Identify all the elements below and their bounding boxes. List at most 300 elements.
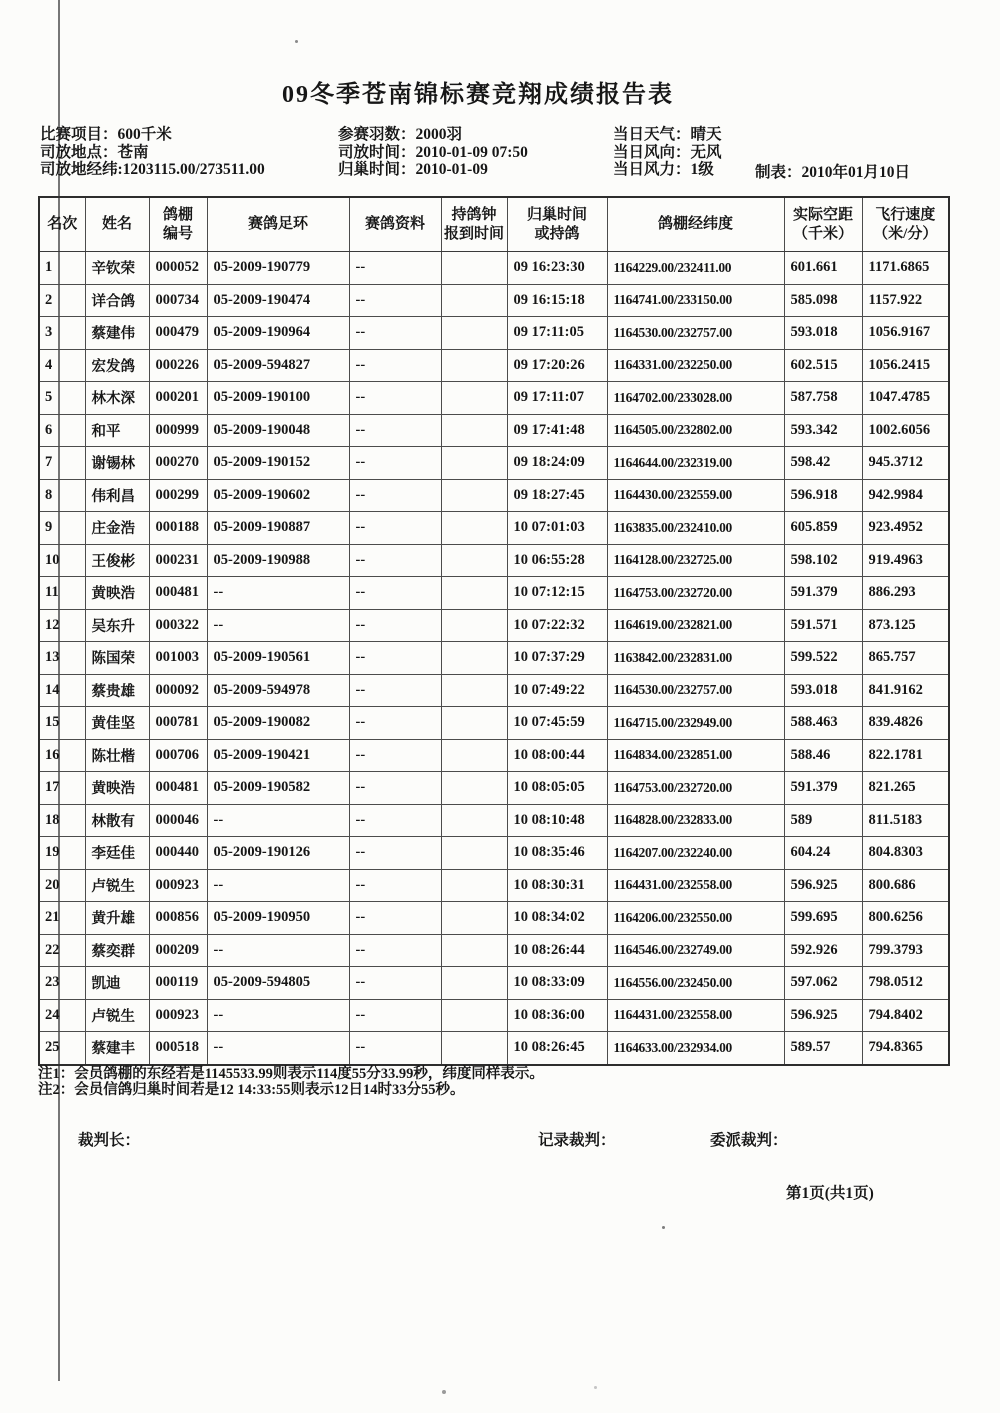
rank-cell: 7	[39, 447, 85, 480]
loft-coordinates-cell: 1163842.00/232831.00	[607, 642, 784, 675]
footnote-2: 注2：会员信鸽归巢时间若是12 14:33:55则表示12日14时33分55秒。	[38, 1082, 465, 1098]
ring-number-cell: --	[207, 577, 349, 610]
loft-coordinates-cell: 1164619.00/232821.00	[607, 609, 784, 642]
speed-cell: 804.8303	[862, 837, 949, 870]
return-time-cell: 10 06:55:28	[507, 544, 607, 577]
clock-report-time-cell	[441, 674, 507, 707]
ring-number-cell: 05-2009-190100	[207, 382, 349, 415]
distance-km-cell: 596.925	[784, 869, 862, 902]
clock-report-time-cell	[441, 1032, 507, 1065]
return-time-cell: 09 17:11:05	[507, 317, 607, 350]
rank-cell: 2	[39, 284, 85, 317]
loft-coordinates-cell: 1164556.00/232450.00	[607, 967, 784, 1000]
pigeon-data-cell: --	[349, 447, 441, 480]
results-body	[39, 252, 949, 1065]
loft-coordinates-cell: 1164702.00/233028.00	[607, 382, 784, 415]
distance-km-cell: 605.859	[784, 512, 862, 545]
table-row	[39, 252, 949, 285]
loft-coordinates-cell: 1164128.00/232725.00	[607, 544, 784, 577]
speed-cell: 841.9162	[862, 674, 949, 707]
loft-number-cell: 000046	[149, 804, 207, 837]
clock-report-time-cell	[441, 772, 507, 805]
return-time-cell: 09 18:24:09	[507, 447, 607, 480]
return-time-cell: 10 08:36:00	[507, 999, 607, 1032]
ring-number-cell: 05-2009-190474	[207, 284, 349, 317]
ring-number-cell: 05-2009-190779	[207, 252, 349, 285]
ring-number-cell: 05-2009-594805	[207, 967, 349, 1000]
return-time-cell: 10 07:45:59	[507, 707, 607, 740]
loft-coordinates-cell: 1164505.00/232802.00	[607, 414, 784, 447]
ring-number-cell: --	[207, 999, 349, 1032]
distance-km-cell: 598.42	[784, 447, 862, 480]
footnote-1: 注1：会员鸽棚的东经若是1145533.99则表示114度55分33.99秒，纬度同样表示。	[38, 1066, 544, 1082]
speed-cell: 798.0512	[862, 967, 949, 1000]
table-row	[39, 837, 949, 870]
loft-coordinates-cell: 1164431.00/232558.00	[607, 869, 784, 902]
table-row	[39, 609, 949, 642]
name-cell: 辛钦荣	[85, 252, 149, 285]
ring-number-cell: 05-2009-190561	[207, 642, 349, 675]
loft-coordinates-cell: 1164834.00/232851.00	[607, 739, 784, 772]
speed-cell: 873.125	[862, 609, 949, 642]
distance-km-cell: 593.018	[784, 674, 862, 707]
return-time-cell: 10 08:30:31	[507, 869, 607, 902]
pigeon-data-cell: --	[349, 707, 441, 740]
rank-cell: 19	[39, 837, 85, 870]
column-header: 鸽棚 编号	[149, 197, 207, 252]
clock-report-time-cell	[441, 479, 507, 512]
name-cell: 蔡贵雄	[85, 674, 149, 707]
pigeon-data-cell: --	[349, 317, 441, 350]
ring-number-cell: 05-2009-190582	[207, 772, 349, 805]
distance-km-cell: 591.379	[784, 577, 862, 610]
return-time-cell: 10 07:01:03	[507, 512, 607, 545]
loft-number-cell: 000270	[149, 447, 207, 480]
rank-cell: 18	[39, 804, 85, 837]
loft-coordinates-cell: 1164206.00/232550.00	[607, 902, 784, 935]
pigeon-data-cell: --	[349, 512, 441, 545]
speed-cell: 794.8402	[862, 999, 949, 1032]
race-info-right	[613, 126, 722, 179]
loft-number-cell: 000781	[149, 707, 207, 740]
rank-cell: 14	[39, 674, 85, 707]
loft-number-cell: 000479	[149, 317, 207, 350]
speed-cell: 1047.4785	[862, 382, 949, 415]
ring-number-cell: --	[207, 934, 349, 967]
name-cell: 伟利昌	[85, 479, 149, 512]
loft-coordinates-cell: 1163835.00/232410.00	[607, 512, 784, 545]
ring-number-cell: 05-2009-190048	[207, 414, 349, 447]
rank-cell: 8	[39, 479, 85, 512]
return-time-cell: 10 08:00:44	[507, 739, 607, 772]
pigeon-data-cell: --	[349, 1032, 441, 1065]
pigeon-data-cell: --	[349, 284, 441, 317]
pigeon-data-cell: --	[349, 609, 441, 642]
clock-report-time-cell	[441, 447, 507, 480]
clock-report-time-cell	[441, 967, 507, 1000]
loft-coordinates-cell: 1164530.00/232757.00	[607, 674, 784, 707]
results-table	[38, 196, 950, 1066]
page-number: 第1页(共1页)	[786, 1185, 874, 1202]
ring-number-cell: 05-2009-190887	[207, 512, 349, 545]
speed-cell: 800.6256	[862, 902, 949, 935]
column-header: 持鸽钟 报到时间	[441, 197, 507, 252]
speed-cell: 811.5183	[862, 804, 949, 837]
loft-number-cell: 000322	[149, 609, 207, 642]
name-cell: 宏发鸽	[85, 349, 149, 382]
distance-km-cell: 588.463	[784, 707, 862, 740]
signature-appointed-referee: 委派裁判：	[710, 1132, 788, 1149]
loft-number-cell: 000518	[149, 1032, 207, 1065]
loft-number-cell: 000999	[149, 414, 207, 447]
loft-coordinates-cell: 1164828.00/232833.00	[607, 804, 784, 837]
loft-number-cell: 000923	[149, 869, 207, 902]
loft-number-cell: 000734	[149, 284, 207, 317]
rank-cell: 11	[39, 577, 85, 610]
speed-cell: 799.3793	[862, 934, 949, 967]
distance-km-cell: 592.926	[784, 934, 862, 967]
distance-km-cell: 588.46	[784, 739, 862, 772]
wind-force: 当日风力：1级	[613, 161, 714, 178]
return-time-cell: 10 08:35:46	[507, 837, 607, 870]
return-time-cell: 10 08:10:48	[507, 804, 607, 837]
signature-chief-referee: 裁判长：	[78, 1132, 141, 1149]
name-cell: 陈国荣	[85, 642, 149, 675]
name-cell: 谢锡林	[85, 447, 149, 480]
loft-coordinates-cell: 1164331.00/232250.00	[607, 349, 784, 382]
name-cell: 蔡建伟	[85, 317, 149, 350]
pigeon-data-cell: --	[349, 674, 441, 707]
rank-cell: 22	[39, 934, 85, 967]
table-row	[39, 317, 949, 350]
name-cell: 王俊彬	[85, 544, 149, 577]
speed-cell: 1002.6056	[862, 414, 949, 447]
loft-coordinates-cell: 1164753.00/232720.00	[607, 772, 784, 805]
loft-number-cell: 000119	[149, 967, 207, 1000]
loft-number-cell: 000440	[149, 837, 207, 870]
rank-cell: 1	[39, 252, 85, 285]
rank-cell: 25	[39, 1032, 85, 1065]
pigeon-data-cell: --	[349, 349, 441, 382]
loft-number-cell: 000188	[149, 512, 207, 545]
column-header: 飞行速度 （米/分）	[862, 197, 949, 252]
release-location: 司放地点：苍南	[40, 143, 149, 161]
speed-cell: 1157.922	[862, 284, 949, 317]
results-header	[39, 197, 949, 252]
rank-cell: 3	[39, 317, 85, 350]
table-row	[39, 739, 949, 772]
ring-number-cell: 05-2009-594827	[207, 349, 349, 382]
distance-km-cell: 589.57	[784, 1032, 862, 1065]
loft-coordinates-cell: 1164207.00/232240.00	[607, 837, 784, 870]
table-row	[39, 642, 949, 675]
table-row	[39, 999, 949, 1032]
table-row	[39, 349, 949, 382]
wind-direction: 当日风向：无风	[613, 143, 722, 161]
pigeon-data-cell: --	[349, 382, 441, 415]
ring-number-cell: --	[207, 869, 349, 902]
name-cell: 凯迪	[85, 967, 149, 1000]
rank-cell: 21	[39, 902, 85, 935]
scan-speck	[295, 40, 298, 43]
pigeon-data-cell: --	[349, 479, 441, 512]
name-cell: 李廷佳	[85, 837, 149, 870]
distance-km-cell: 599.522	[784, 642, 862, 675]
clock-report-time-cell	[441, 902, 507, 935]
return-time-cell: 09 16:23:30	[507, 252, 607, 285]
return-time-cell: 09 17:41:48	[507, 414, 607, 447]
pigeon-data-cell: --	[349, 804, 441, 837]
pigeon-data-cell: --	[349, 999, 441, 1032]
speed-cell: 794.8365	[862, 1032, 949, 1065]
loft-number-cell: 000299	[149, 479, 207, 512]
clock-report-time-cell	[441, 512, 507, 545]
clock-report-time-cell	[441, 382, 507, 415]
table-row	[39, 1032, 949, 1065]
return-time-cell: 10 07:49:22	[507, 674, 607, 707]
pigeon-data-cell: --	[349, 934, 441, 967]
clock-report-time-cell	[441, 284, 507, 317]
loft-coordinates-cell: 1164741.00/233150.00	[607, 284, 784, 317]
name-cell: 黄升雄	[85, 902, 149, 935]
loft-number-cell: 000706	[149, 739, 207, 772]
speed-cell: 942.9984	[862, 479, 949, 512]
column-header: 姓名	[85, 197, 149, 252]
name-cell: 详合鸽	[85, 284, 149, 317]
return-time-cell: 10 07:12:15	[507, 577, 607, 610]
loft-coordinates-cell: 1164546.00/232749.00	[607, 934, 784, 967]
name-cell: 林木深	[85, 382, 149, 415]
distance-km-cell: 593.342	[784, 414, 862, 447]
table-row	[39, 674, 949, 707]
scan-speck	[442, 1390, 446, 1394]
ring-number-cell: 05-2009-190950	[207, 902, 349, 935]
loft-coordinates-cell: 1164430.00/232559.00	[607, 479, 784, 512]
clock-report-time-cell	[441, 837, 507, 870]
clock-report-time-cell	[441, 544, 507, 577]
clock-report-time-cell	[441, 804, 507, 837]
signature-record-referee: 记录裁判：	[538, 1132, 616, 1149]
ring-number-cell: 05-2009-190082	[207, 707, 349, 740]
loft-number-cell: 000856	[149, 902, 207, 935]
column-header: 鸽棚经纬度	[607, 197, 784, 252]
loft-coordinates-cell: 1164633.00/232934.00	[607, 1032, 784, 1065]
table-row	[39, 284, 949, 317]
table-row	[39, 479, 949, 512]
clock-report-time-cell	[441, 869, 507, 902]
loft-number-cell: 000481	[149, 772, 207, 805]
column-header: 实际空距 （千米）	[784, 197, 862, 252]
release-time: 司放时间：2010-01-09 07:50	[338, 143, 528, 161]
pigeon-data-cell: --	[349, 642, 441, 675]
return-time-cell: 09 16:15:18	[507, 284, 607, 317]
distance-km-cell: 599.695	[784, 902, 862, 935]
loft-number-cell: 000052	[149, 252, 207, 285]
race-event: 比赛项目：600千米	[40, 126, 172, 143]
column-header: 归巢时间 或持鸽	[507, 197, 607, 252]
clock-report-time-cell	[441, 252, 507, 285]
scan-speck	[594, 1386, 597, 1389]
table-row	[39, 414, 949, 447]
clock-report-time-cell	[441, 317, 507, 350]
clock-report-time-cell	[441, 609, 507, 642]
ring-number-cell: 05-2009-594978	[207, 674, 349, 707]
rank-cell: 4	[39, 349, 85, 382]
name-cell: 黄映浩	[85, 772, 149, 805]
footnotes	[38, 1066, 544, 1098]
report-title: 09冬季苍南锦标赛竞翔成绩报告表	[282, 82, 674, 108]
entered-pigeons: 参赛羽数：2000羽	[338, 126, 463, 143]
rank-cell: 5	[39, 382, 85, 415]
speed-cell: 800.686	[862, 869, 949, 902]
speed-cell: 945.3712	[862, 447, 949, 480]
distance-km-cell: 591.571	[784, 609, 862, 642]
clock-report-time-cell	[441, 414, 507, 447]
clock-report-time-cell	[441, 707, 507, 740]
rank-cell: 23	[39, 967, 85, 1000]
name-cell: 蔡建丰	[85, 1032, 149, 1065]
name-cell: 陈壮楷	[85, 739, 149, 772]
pigeon-data-cell: --	[349, 544, 441, 577]
table-row	[39, 577, 949, 610]
clock-report-time-cell	[441, 642, 507, 675]
loft-coordinates-cell: 1164715.00/232949.00	[607, 707, 784, 740]
return-time-cell: 09 17:20:26	[507, 349, 607, 382]
distance-km-cell: 587.758	[784, 382, 862, 415]
rank-cell: 20	[39, 869, 85, 902]
speed-cell: 919.4963	[862, 544, 949, 577]
distance-km-cell: 602.515	[784, 349, 862, 382]
table-row	[39, 382, 949, 415]
distance-km-cell: 591.379	[784, 772, 862, 805]
table-row	[39, 934, 949, 967]
return-time-cell: 10 08:26:45	[507, 1032, 607, 1065]
speed-cell: 865.757	[862, 642, 949, 675]
distance-km-cell: 597.062	[784, 967, 862, 1000]
name-cell: 和平	[85, 414, 149, 447]
rank-cell: 17	[39, 772, 85, 805]
return-time-cell: 10 08:33:09	[507, 967, 607, 1000]
table-row	[39, 772, 949, 805]
speed-cell: 822.1781	[862, 739, 949, 772]
return-time-cell: 09 18:27:45	[507, 479, 607, 512]
ring-number-cell: --	[207, 804, 349, 837]
pigeon-data-cell: --	[349, 739, 441, 772]
name-cell: 庄金浩	[85, 512, 149, 545]
table-row	[39, 512, 949, 545]
name-cell: 黄佳坚	[85, 707, 149, 740]
column-header: 赛鸽足环	[207, 197, 349, 252]
ring-number-cell: 05-2009-190152	[207, 447, 349, 480]
loft-coordinates-cell: 1164229.00/232411.00	[607, 252, 784, 285]
loft-number-cell: 000923	[149, 999, 207, 1032]
table-row	[39, 902, 949, 935]
return-time-cell: 10 08:05:05	[507, 772, 607, 805]
distance-km-cell: 593.018	[784, 317, 862, 350]
ring-number-cell: 05-2009-190964	[207, 317, 349, 350]
rank-cell: 9	[39, 512, 85, 545]
weather: 当日天气：晴天	[613, 126, 722, 143]
rank-cell: 15	[39, 707, 85, 740]
pigeon-data-cell: --	[349, 967, 441, 1000]
ring-number-cell: 05-2009-190602	[207, 479, 349, 512]
pigeon-data-cell: --	[349, 577, 441, 610]
loft-coordinates-cell: 1164644.00/232319.00	[607, 447, 784, 480]
distance-km-cell: 585.098	[784, 284, 862, 317]
loft-number-cell: 000209	[149, 934, 207, 967]
column-header: 名次	[39, 197, 85, 252]
distance-km-cell: 596.925	[784, 999, 862, 1032]
rank-cell: 10	[39, 544, 85, 577]
name-cell: 蔡奕群	[85, 934, 149, 967]
speed-cell: 1056.2415	[862, 349, 949, 382]
release-coordinates: 司放地经纬:1203115.00/273511.00	[40, 161, 265, 178]
return-date: 归巢时间：2010-01-09	[338, 161, 488, 178]
race-info-middle	[338, 126, 528, 179]
loft-coordinates-cell: 1164431.00/232558.00	[607, 999, 784, 1032]
return-time-cell: 09 17:11:07	[507, 382, 607, 415]
return-time-cell: 10 07:22:32	[507, 609, 607, 642]
name-cell: 林散有	[85, 804, 149, 837]
speed-cell: 1056.9167	[862, 317, 949, 350]
loft-coordinates-cell: 1164530.00/232757.00	[607, 317, 784, 350]
table-row	[39, 967, 949, 1000]
rank-cell: 6	[39, 414, 85, 447]
name-cell: 卢锐生	[85, 999, 149, 1032]
speed-cell: 1171.6865	[862, 252, 949, 285]
clock-report-time-cell	[441, 739, 507, 772]
pigeon-data-cell: --	[349, 772, 441, 805]
table-made-date: 制表：2010年01月10日	[755, 164, 911, 181]
pigeon-data-cell: --	[349, 837, 441, 870]
speed-cell: 821.265	[862, 772, 949, 805]
clock-report-time-cell	[441, 999, 507, 1032]
loft-number-cell: 000231	[149, 544, 207, 577]
distance-km-cell: 596.918	[784, 479, 862, 512]
clock-report-time-cell	[441, 934, 507, 967]
loft-number-cell: 000226	[149, 349, 207, 382]
header-row	[39, 197, 949, 252]
table-row	[39, 447, 949, 480]
name-cell: 黄映浩	[85, 577, 149, 610]
pigeon-data-cell: --	[349, 902, 441, 935]
rank-cell: 16	[39, 739, 85, 772]
loft-coordinates-cell: 1164753.00/232720.00	[607, 577, 784, 610]
rank-cell: 13	[39, 642, 85, 675]
rank-cell: 12	[39, 609, 85, 642]
rank-cell: 24	[39, 999, 85, 1032]
ring-number-cell: 05-2009-190988	[207, 544, 349, 577]
clock-report-time-cell	[441, 349, 507, 382]
speed-cell: 839.4826	[862, 707, 949, 740]
name-cell: 卢锐生	[85, 869, 149, 902]
distance-km-cell: 604.24	[784, 837, 862, 870]
loft-number-cell: 000092	[149, 674, 207, 707]
return-time-cell: 10 07:37:29	[507, 642, 607, 675]
pigeon-data-cell: --	[349, 414, 441, 447]
speed-cell: 923.4952	[862, 512, 949, 545]
pigeon-data-cell: --	[349, 869, 441, 902]
distance-km-cell: 598.102	[784, 544, 862, 577]
loft-number-cell: 001003	[149, 642, 207, 675]
race-info-left	[40, 126, 265, 179]
table-row	[39, 804, 949, 837]
scan-speck	[662, 1226, 665, 1229]
return-time-cell: 10 08:26:44	[507, 934, 607, 967]
table-row	[39, 707, 949, 740]
clock-report-time-cell	[441, 577, 507, 610]
distance-km-cell: 601.661	[784, 252, 862, 285]
